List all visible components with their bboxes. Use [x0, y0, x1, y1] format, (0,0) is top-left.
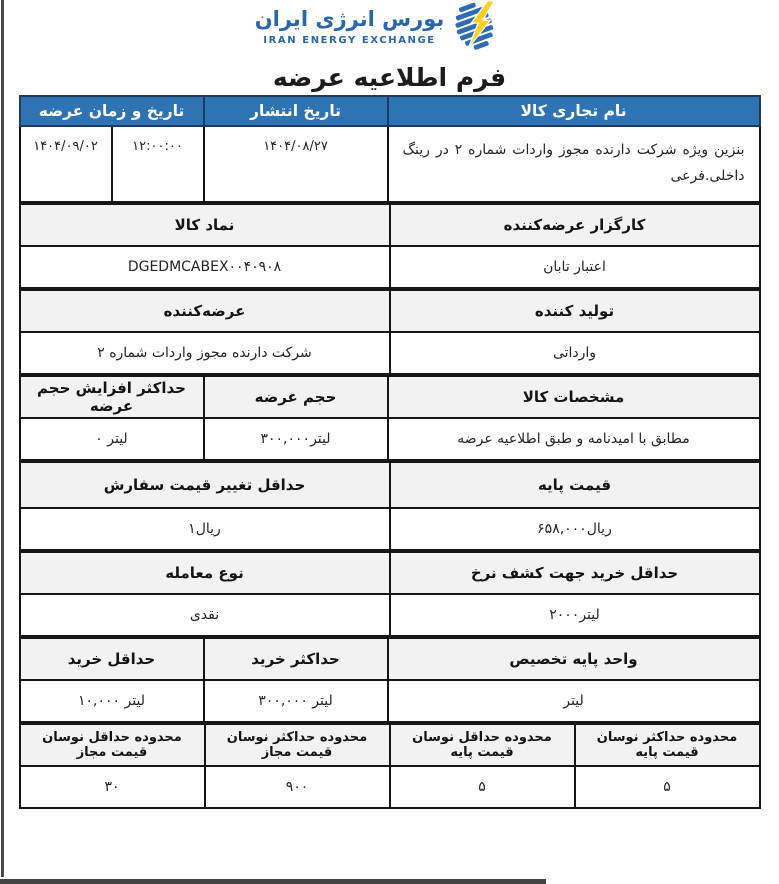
table-header-row — [20, 552, 760, 594]
min-price-change-value: ریال۱ — [20, 508, 390, 550]
base-price-value: ریال۶۵۸,۰۰۰ — [390, 508, 760, 550]
page-title: فرم اطلاعیه عرضه — [272, 63, 507, 92]
trade-name-table — [19, 95, 761, 203]
table-value-row — [20, 766, 760, 808]
logo-english-name: IRAN ENERGY EXCHANGE — [263, 34, 436, 46]
min-purchase-discovery-header: حداقل خرید جهت کشف نرخ — [390, 552, 760, 594]
publish-date-header: تاریخ انتشار — [204, 96, 388, 126]
max-base-fluctuation-header: محدوده حداکثر نوسان قیمت پایه — [575, 724, 760, 766]
specs-value: مطابق با امیدنامه و طبق اطلاعیه عرضه — [388, 418, 760, 460]
base-price-header: قیمت پایه — [390, 462, 760, 508]
min-purchase-header: حداقل خرید — [20, 638, 204, 680]
table-header-row — [20, 96, 760, 126]
min-allowed-fluctuation-value: ۳۰ — [20, 766, 205, 808]
max-allowed-fluctuation-header: محدوده حداکثر نوسان قیمت مجاز — [205, 724, 390, 766]
min-purchase-value: لیتر ۱۰,۰۰۰ — [20, 680, 204, 722]
max-allowed-fluctuation-value: ۹۰۰ — [205, 766, 390, 808]
supplier-value: شرکت دارنده مجوز واردات شماره ۲ — [20, 332, 390, 374]
symbol-value: DGEDMCABEX۰۰۴۰۹۰۸ — [20, 246, 390, 288]
globe-lightning-bolt-icon — [454, 0, 500, 50]
scan-edge-bottom — [0, 879, 546, 884]
symbol-header: نماد کالا — [20, 204, 390, 246]
table-header-row — [20, 204, 760, 246]
table-header-row — [20, 638, 760, 680]
min-purchase-discovery-value: لیتر۲۰۰۰ — [390, 594, 760, 636]
scan-edge-left — [1, 0, 4, 877]
min-base-fluctuation-value: ۵ — [390, 766, 575, 808]
trade-name-header: نام تجاری کالا — [388, 96, 760, 126]
broker-header: کارگزار عرضه‌کننده — [390, 204, 760, 246]
max-base-fluctuation-value: ۵ — [575, 766, 760, 808]
iran-energy-exchange-logo — [0, 0, 767, 50]
table-value-row — [20, 126, 760, 202]
allocation-unit-header: واحد پایه تخصیص — [388, 638, 760, 680]
max-volume-increase-value: لیتر ۰ — [20, 418, 204, 460]
volume-header: حجم عرضه — [204, 376, 388, 418]
base-price-table — [19, 461, 761, 551]
table-value-row — [20, 508, 760, 550]
broker-value: اعتبار تابان — [390, 246, 760, 288]
table-value-row — [20, 418, 760, 460]
max-purchase-value: لیتر ۳۰۰,۰۰۰ — [204, 680, 388, 722]
allocation-purchase-table — [19, 637, 761, 723]
table-header-row — [20, 290, 760, 332]
specs-header: مشخصات کالا — [388, 376, 760, 418]
trade-type-header: نوع معامله — [20, 552, 390, 594]
broker-symbol-table — [19, 203, 761, 289]
offer-time-value: ۱۲:۰۰:۰۰ — [112, 126, 204, 202]
supplier-header: عرضه‌کننده — [20, 290, 390, 332]
min-purchase-type-table — [19, 551, 761, 637]
table-header-row — [20, 724, 760, 766]
producer-header: تولید کننده — [390, 290, 760, 332]
producer-value: وارداتی — [390, 332, 760, 374]
volume-value: لیتر۳۰۰,۰۰۰ — [204, 418, 388, 460]
publish-date-value: ۱۴۰۴/۰۸/۲۷ — [204, 126, 388, 202]
min-base-fluctuation-header: محدوده حداقل نوسان قیمت پایه — [390, 724, 575, 766]
table-value-row — [20, 594, 760, 636]
max-volume-increase-header: حداکثر افزایش حجم عرضه — [20, 376, 204, 418]
offer-date-value: ۱۴۰۴/۰۹/۰۲ — [20, 126, 112, 202]
trade-type-value: نقدی — [20, 594, 390, 636]
min-price-change-header: حداقل تغییر قیمت سفارش — [20, 462, 390, 508]
max-purchase-header: حداکثر خرید — [204, 638, 388, 680]
table-value-row — [20, 332, 760, 374]
allocation-unit-value: لیتر — [388, 680, 760, 722]
producer-supplier-table — [19, 289, 761, 375]
table-value-row — [20, 680, 760, 722]
logo-persian-name: بورس انرژی ایران — [254, 6, 445, 31]
min-allowed-fluctuation-header: محدوده حداقل نوسان قیمت مجاز — [20, 724, 205, 766]
specs-volume-table — [19, 375, 761, 461]
table-value-row — [20, 246, 760, 288]
fluctuation-range-table — [19, 723, 761, 809]
offer-datetime-header: تاریخ و زمان عرضه — [20, 96, 204, 126]
table-header-row — [20, 376, 760, 418]
trade-name-value: بنزین ویژه شرکت دارنده مجوز واردات شماره ۲ در رینگ داخلی.فرعی — [388, 126, 760, 202]
table-header-row — [20, 462, 760, 508]
